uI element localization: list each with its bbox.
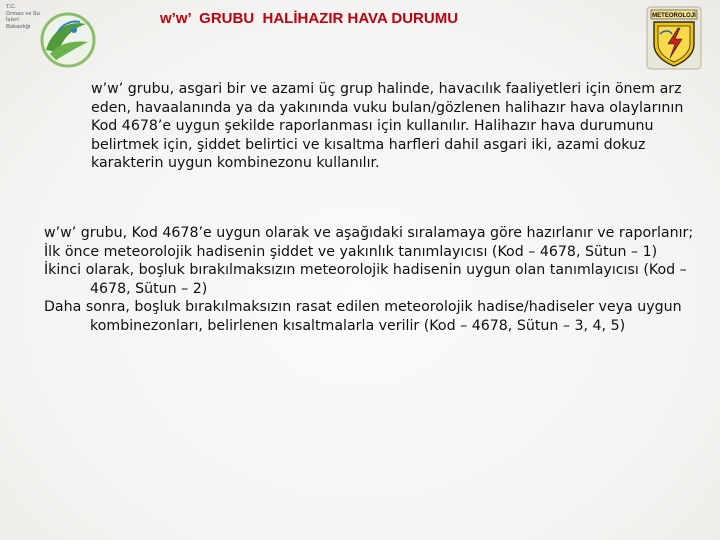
page-title: w’w’ GRUBU HALİHAZIR HAVA DURUMU	[160, 10, 459, 27]
procedure-list	[44, 224, 694, 336]
list-item: İlk önce meteorolojik hadisenin şiddet ve yakınlık tanımlayıcısı (Kod – 4678, Sütun – 1)	[44, 243, 658, 260]
intro-paragraph: w’w’ grubu, asgari bir ve azami üç grup halinde, havacılık faaliyetleri için önem arz eden, havaalanında ya da yakınında vuku bulan/gözlenen halihazır hava olaylarının Kod 4678’e uygun şekilde raporlanması için kullanılır. Halihazır hava durumunu belirtmek için, şiddet belirtici ve kısaltma harfleri dahil asgari iki, azami dokuz karakterin uygun kombinezonu kullanılır.	[91, 81, 684, 172]
ministry-emblem-icon	[28, 10, 96, 70]
meteorology-logo-text: METEOROLOJİ	[652, 13, 696, 19]
list-item: İkinci olarak, boşluk bırakılmaksızın meteorolojik hadisenin uygun olan tanımlayıcısı (Kod – 4678, Sütun – 2)	[44, 262, 687, 297]
meteorology-emblem-icon	[646, 6, 702, 70]
ministry-logo	[4, 2, 96, 68]
meteorology-logo	[646, 6, 702, 70]
ministry-logo-text: T.C. Orman ve Su İşleri Bakanlığı	[6, 4, 40, 30]
list-item: Daha sonra, boşluk bırakılmaksızın rasat edilen meteorolojik hadise/hadiseler veya uygun kombinezonları, belirlenen kısaltmalarla verilir (Kod – 4678, Sütun – 3, 4, 5)	[44, 299, 682, 334]
list-item: w’w’ grubu, Kod 4678’e uygun olarak ve aşağıdaki sıralamaya göre hazırlanır ve raporlanır;	[44, 225, 694, 241]
